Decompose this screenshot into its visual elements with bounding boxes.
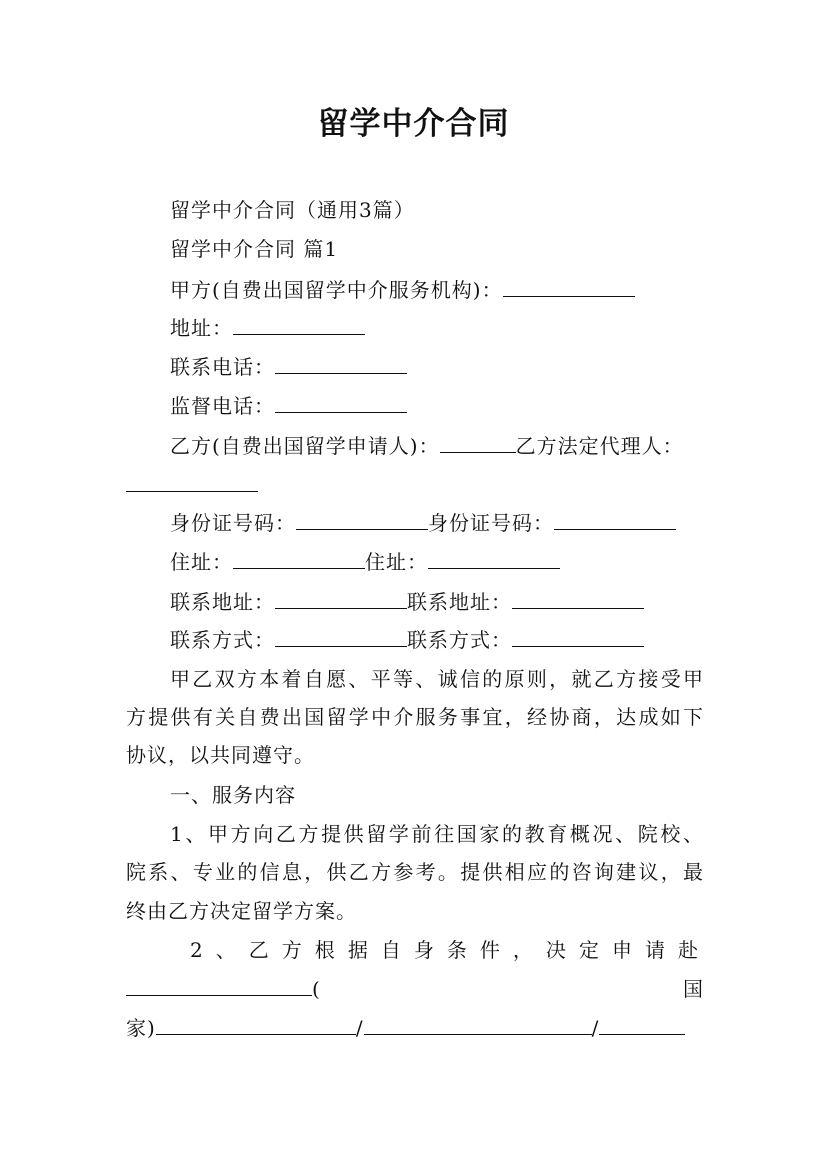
legal-rep-blank-line [126, 473, 704, 497]
address-blank [233, 316, 365, 335]
address-line [170, 316, 704, 340]
supervise-phone-line [170, 394, 704, 418]
contact-address-blank-a [275, 590, 407, 609]
department-blank [364, 1016, 592, 1035]
id-number-blank-a [296, 511, 428, 530]
contact-address-blank-b [512, 590, 644, 609]
contact-address-label-b: 联系地址： [407, 590, 512, 614]
id-number-label-b: 身份证号码： [428, 511, 554, 535]
clause-heading: 一、服务内容 [170, 783, 296, 807]
id-number-label-a: 身份证号码： [170, 511, 296, 535]
clause2-line-2 [126, 977, 704, 1001]
residence-blank-b [428, 550, 560, 569]
party-a-label: 甲方(自费出国留学中介服务机构)： [170, 278, 503, 302]
country-blank [126, 977, 312, 996]
clause1-line-1: 1、甲方向乙方提供留学前往国家的教育概况、院校、 [170, 822, 704, 846]
contact-phone-line [170, 355, 704, 379]
supervise-phone-label: 监督电话： [170, 394, 275, 418]
contact-method-label-a: 联系方式： [170, 628, 275, 652]
supervise-phone-blank [275, 394, 407, 413]
contact-method-blank-a [275, 628, 407, 647]
party-b-blank [440, 434, 516, 453]
clause2-country: 国 [683, 977, 704, 1001]
subtitle: 留学中介合同（通用3篇） [170, 198, 415, 222]
address-label: 地址： [170, 316, 233, 340]
intro-line-3: 协议，以共同遵守。 [126, 743, 315, 767]
party-b-line [170, 434, 704, 458]
clause2-line-1: 2、乙方根据自身条件，决定申请赴 [190, 938, 704, 962]
slash-2: / [591, 1016, 600, 1040]
clause1-line-2: 院系、专业的信息，供乙方参考。提供相应的咨询建议，最 [126, 860, 704, 884]
clause1-line-3: 终由乙方决定留学方案。 [126, 899, 357, 923]
residence-label-a: 住址： [170, 550, 233, 574]
contact-address-label-a: 联系地址： [170, 590, 275, 614]
contact-phone-blank [275, 355, 407, 374]
contact-method-label-b: 联系方式： [407, 628, 512, 652]
intro-line-1: 甲乙双方本着自愿、平等、诚信的原则，就乙方接受甲 [170, 667, 704, 691]
legal-rep-blank [126, 473, 258, 492]
residence-blank-a [233, 550, 365, 569]
document-title: 留学中介合同 [317, 106, 510, 142]
party-a-blank [503, 278, 635, 297]
slash-1: / [355, 1016, 364, 1040]
residence-line [170, 550, 704, 574]
contact-method-line [170, 628, 704, 652]
party-b-label: 乙方(自费出国留学申请人)： [170, 434, 440, 458]
residence-label-b: 住址： [365, 550, 428, 574]
major-blank [599, 1016, 685, 1035]
contact-method-blank-b [512, 628, 644, 647]
intro-line-2: 方提供有关自费出国留学中介服务事宜，经协商，达成如下 [126, 705, 704, 729]
legal-rep-label: 乙方法定代理人： [515, 434, 684, 458]
clause2-paren: ( [312, 977, 321, 1001]
section-heading: 留学中介合同 篇1 [170, 237, 339, 261]
id-number-blank-b [554, 511, 676, 530]
contact-address-line [170, 590, 704, 614]
clause2-line-3 [126, 1016, 704, 1040]
id-number-line [170, 511, 704, 535]
clause2-jia: 家) [126, 1016, 156, 1040]
party-a-line [170, 278, 704, 302]
school-blank [156, 1016, 356, 1035]
contact-phone-label: 联系电话： [170, 355, 275, 379]
